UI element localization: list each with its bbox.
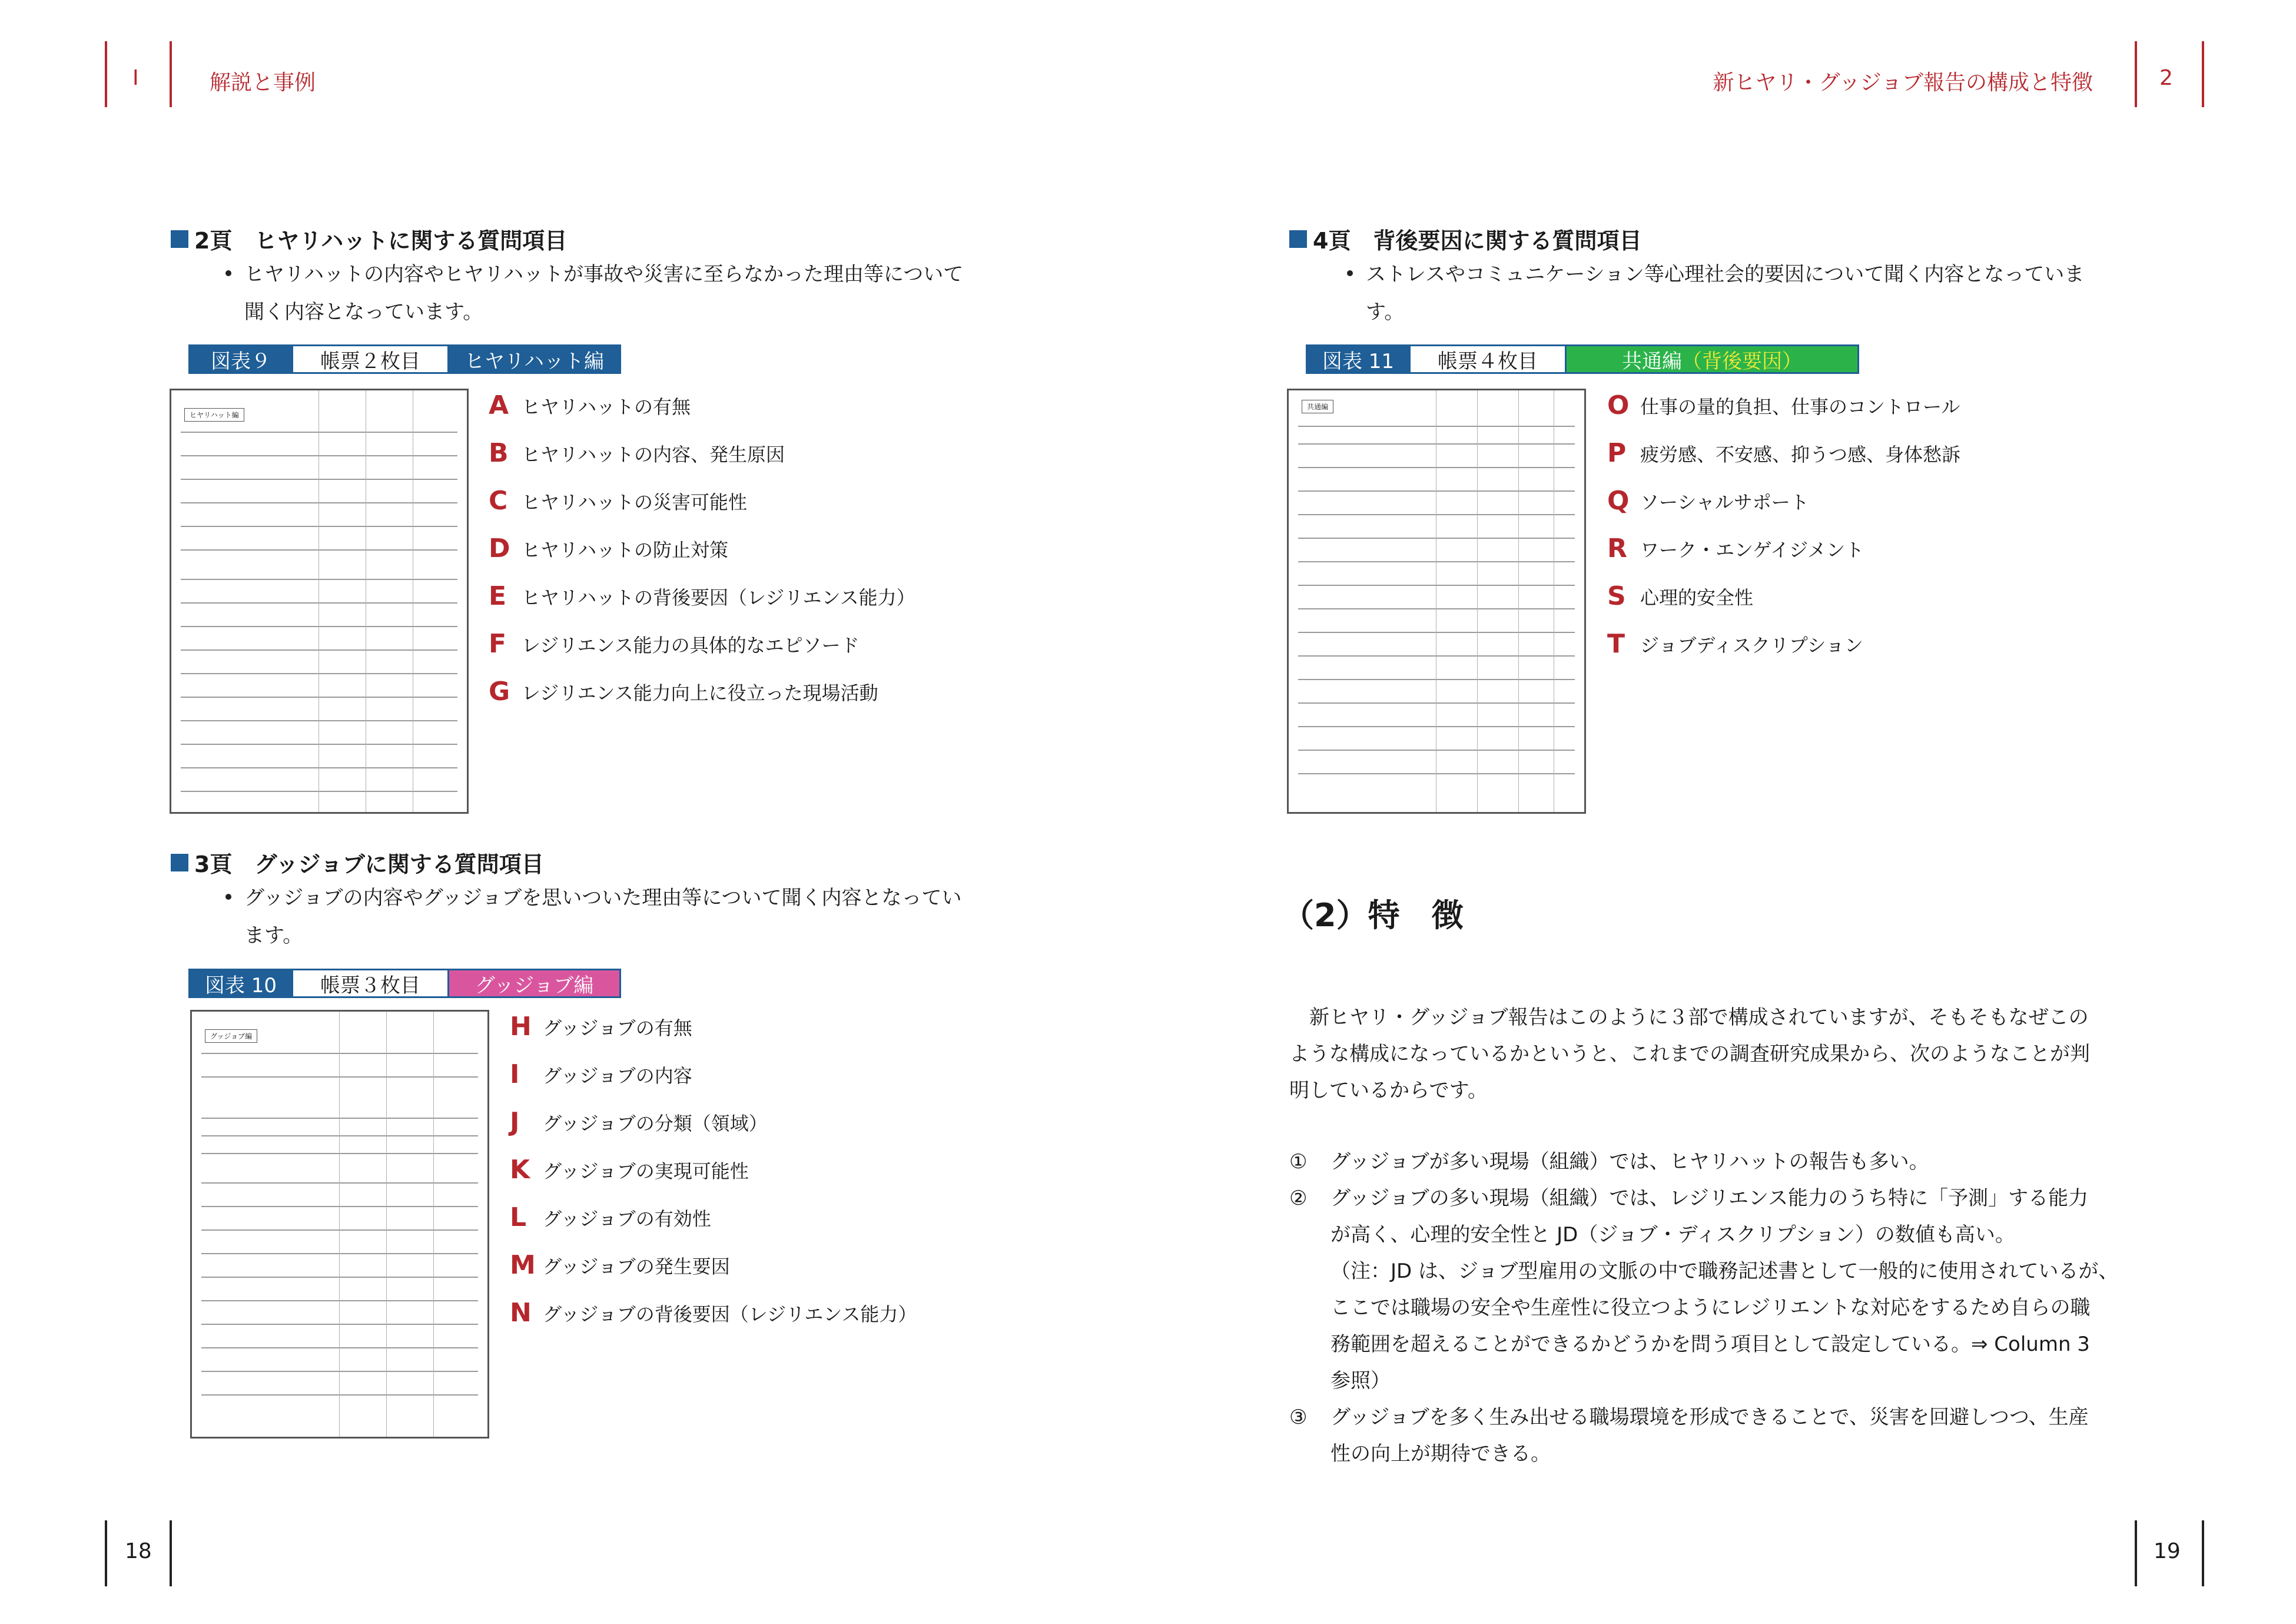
figure-id: 図表 11 (1308, 346, 1409, 372)
page-number-right: 19 (2154, 1539, 2181, 1563)
list-item (1607, 382, 2137, 429)
item-text: レジリエンス能力の具体的なエピソード (522, 634, 860, 657)
item-text: 仕事の量的負担、仕事のコントロール (1640, 395, 1960, 418)
figure-label-11 (1306, 344, 1859, 374)
item-list-goodjob (510, 1003, 1040, 1337)
item-text: グッジョブの有効性 (543, 1207, 711, 1230)
figure-doc: 帳票２枚目 (291, 346, 449, 372)
section-bullet-background (1342, 256, 2166, 331)
item-letter: F (489, 629, 507, 659)
figure-id: 図表 10 (190, 970, 291, 996)
item-text: グッジョブの分類（領域） (543, 1112, 768, 1135)
list-item (489, 429, 1018, 477)
section-heading-text: 2頁 ヒヤリハットに関する質問項目 (194, 228, 568, 254)
feature-number: ③ (1289, 1406, 1308, 1429)
item-text: レジリエンス能力向上に役立った現場活動 (522, 681, 878, 704)
item-text: ヒヤリハットの内容、発生原因 (522, 443, 785, 466)
header-left-rule-1 (105, 41, 107, 107)
list-item (510, 1146, 1040, 1194)
list-item (510, 1003, 1040, 1050)
feature-line: （注：JD は、ジョブ型雇用の文脈の中で職務記述書として一般的に使用されているが、 (1331, 1260, 2119, 1283)
feature-line: 性の向上が期待できる。 (1331, 1442, 1551, 1466)
section-heading-text: 4頁 背後要因に関する質問項目 (1313, 228, 1642, 254)
item-text: グッジョブの有無 (543, 1016, 692, 1039)
bullet-text-cont: ます。 (244, 924, 303, 947)
list-item (489, 382, 1018, 429)
feature-line: グッジョブを多く生み出せる職場環境を形成できることで、災害を回避しつつ、生産 (1331, 1406, 2089, 1429)
item-letter: G (489, 677, 510, 707)
paragraph-line: 新ヒヤリ・グッジョブ報告はこのように３部で構成されていますが、そもそもなぜこの (1309, 1006, 2089, 1029)
form-thumbnail-goodjob (190, 1010, 489, 1439)
header-left-rule-2 (170, 41, 172, 107)
item-letter: R (1607, 533, 1627, 564)
features-list (1289, 1144, 2143, 1472)
item-letter: T (1607, 629, 1625, 659)
feature-line: グッジョブの多い現場（組織）では、レジリエンス能力のうち特に「予測」する能力 (1331, 1186, 2089, 1210)
footer-left-rule-1 (105, 1520, 107, 1586)
feature-line: 務範囲を超えることができるかどうかを問う項目として設定している。⇒ Column 3 (1331, 1333, 2090, 1356)
chapter-title-left: 解説と事例 (210, 71, 316, 95)
figure-name: グッジョブ編 (449, 970, 619, 996)
item-text: ヒヤリハットの防止対策 (522, 538, 729, 561)
list-item (1607, 429, 2137, 477)
features-paragraph (1289, 999, 2143, 1109)
form-thumbnail-common (1287, 389, 1586, 814)
list-item (1607, 572, 2137, 620)
list-item (1607, 525, 2137, 572)
thumb-title: グッジョブ編 (205, 1029, 257, 1043)
chapter-title-right: 新ヒヤリ・グッジョブ報告の構成と特徴 (1713, 71, 2093, 95)
bullet-text: ヒヤリハットの内容やヒヤリハットが事故や災害に至らなかった理由等について (244, 263, 964, 286)
chapter-number-left: I (132, 66, 139, 90)
list-item (1607, 620, 2137, 668)
list-item (489, 525, 1018, 572)
figure-name (1567, 346, 1857, 372)
list-item (1607, 477, 2137, 525)
figure-label-10 (188, 969, 621, 998)
feature-item-2 (1289, 1180, 2143, 1399)
item-letter: N (510, 1298, 532, 1328)
features-heading: （2）特 徴 (1282, 897, 1464, 934)
feature-number: ① (1289, 1150, 1308, 1174)
item-text: 疲労感、不安感、抑うつ感、身体愁訴 (1640, 443, 1961, 466)
feature-line: 参照） (1331, 1369, 1391, 1393)
list-item (510, 1098, 1040, 1146)
bullet-text: ストレスやコミュニケーション等心理社会的要因について聞く内容となっていま (1366, 263, 2085, 286)
section-heading-text: 3頁 グッジョブに関する質問項目 (194, 851, 544, 877)
item-text: ヒヤリハットの背後要因（レジリエンス能力） (522, 586, 915, 609)
item-letter: L (510, 1202, 527, 1232)
item-text: ヒヤリハットの災害可能性 (522, 490, 748, 513)
bullet-icon (225, 270, 231, 276)
list-item (489, 572, 1018, 620)
item-text: ジョブディスクリプション (1640, 634, 1863, 657)
item-text: グッジョブの背後要因（レジリエンス能力） (543, 1302, 917, 1325)
item-text: ワーク・エンゲイジメント (1640, 538, 1864, 561)
list-item (489, 620, 1018, 668)
thumb-title: 共通編 (1302, 400, 1333, 413)
thumb-title: ヒヤリハット編 (184, 408, 244, 422)
item-letter: P (1607, 438, 1627, 468)
list-item (510, 1289, 1040, 1337)
figure-doc: 帳票４枚目 (1409, 346, 1567, 372)
item-letter: S (1607, 581, 1626, 611)
item-letter: H (510, 1012, 532, 1042)
header-right-rule-1 (2135, 41, 2137, 107)
feature-item-3 (1289, 1399, 2143, 1472)
bullet-icon (225, 894, 231, 900)
section-heading-hiyari (171, 223, 567, 255)
paragraph-line: 明しているからです。 (1289, 1079, 1488, 1102)
footer-right-rule-2 (2202, 1520, 2204, 1586)
item-letter: O (1607, 390, 1630, 420)
item-text: ヒヤリハットの有無 (522, 395, 691, 418)
figure-name-sub: （背後要因） (1682, 349, 1802, 373)
section-bullet-hiyari (221, 256, 1045, 331)
item-letter: J (510, 1107, 520, 1137)
section-square-icon (1289, 230, 1307, 248)
figure-doc: 帳票３枚目 (291, 970, 449, 996)
item-text: 心理的安全性 (1640, 586, 1754, 609)
feature-item-1 (1289, 1144, 2143, 1180)
item-text: グッジョブの実現可能性 (543, 1159, 749, 1182)
item-text: グッジョブの発生要因 (543, 1255, 730, 1278)
feature-line: グッジョブが多い現場（組織）では、ヒヤリハットの報告も多い。 (1331, 1150, 1929, 1174)
item-letter: B (489, 438, 509, 468)
figure-name: ヒヤリハット編 (449, 346, 619, 372)
item-text: ソーシャルサポート (1640, 490, 1809, 513)
list-item (489, 477, 1018, 525)
form-thumbnail-hiyari (170, 389, 469, 814)
figure-label-9 (188, 344, 621, 374)
section-square-icon (171, 230, 188, 248)
figure-name-main: 共通編 (1622, 349, 1682, 373)
feature-line: ここでは職場の安全や生産性に役立つようにレジリエントな対応をするため自らの職 (1331, 1296, 2091, 1320)
list-item (510, 1241, 1040, 1289)
item-letter: A (489, 390, 509, 420)
section-heading-goodjob (171, 846, 544, 879)
item-letter: E (489, 581, 507, 611)
section-square-icon (171, 854, 188, 871)
item-list-hiyari (489, 382, 1018, 715)
list-item (489, 668, 1018, 715)
item-list-background (1607, 382, 2137, 668)
bullet-text-cont: 聞く内容となっています。 (244, 300, 483, 324)
item-letter: K (510, 1155, 530, 1185)
paragraph-line: ような構成になっているかというと、これまでの調査研究成果から、次のようなことが判 (1289, 1042, 2090, 1066)
figure-id: 図表９ (190, 346, 291, 372)
bullet-text-cont: す。 (1366, 300, 1405, 324)
item-letter: D (489, 533, 510, 564)
page-number-left: 18 (125, 1539, 152, 1563)
bullet-text: グッジョブの内容やグッジョブを思いついた理由等について聞く内容となってい (244, 886, 962, 910)
section-bullet-goodjob (221, 879, 1045, 954)
feature-line: が高く、心理的安全性と JD（ジョブ・ディスクリプション）の数値も高い。 (1331, 1223, 2015, 1247)
header-right-rule-2 (2202, 41, 2204, 107)
item-letter: M (510, 1250, 536, 1280)
item-text: グッジョブの内容 (543, 1064, 692, 1087)
item-letter: I (510, 1059, 520, 1089)
bullet-icon (1347, 270, 1353, 276)
item-letter: Q (1607, 486, 1630, 516)
section-heading-background (1289, 223, 1641, 255)
chapter-number-right: 2 (2159, 66, 2173, 90)
list-item (510, 1194, 1040, 1241)
footer-right-rule-1 (2135, 1520, 2137, 1586)
item-letter: C (489, 486, 508, 516)
list-item (510, 1050, 1040, 1098)
feature-number: ② (1289, 1186, 1308, 1210)
footer-left-rule-2 (170, 1520, 172, 1586)
